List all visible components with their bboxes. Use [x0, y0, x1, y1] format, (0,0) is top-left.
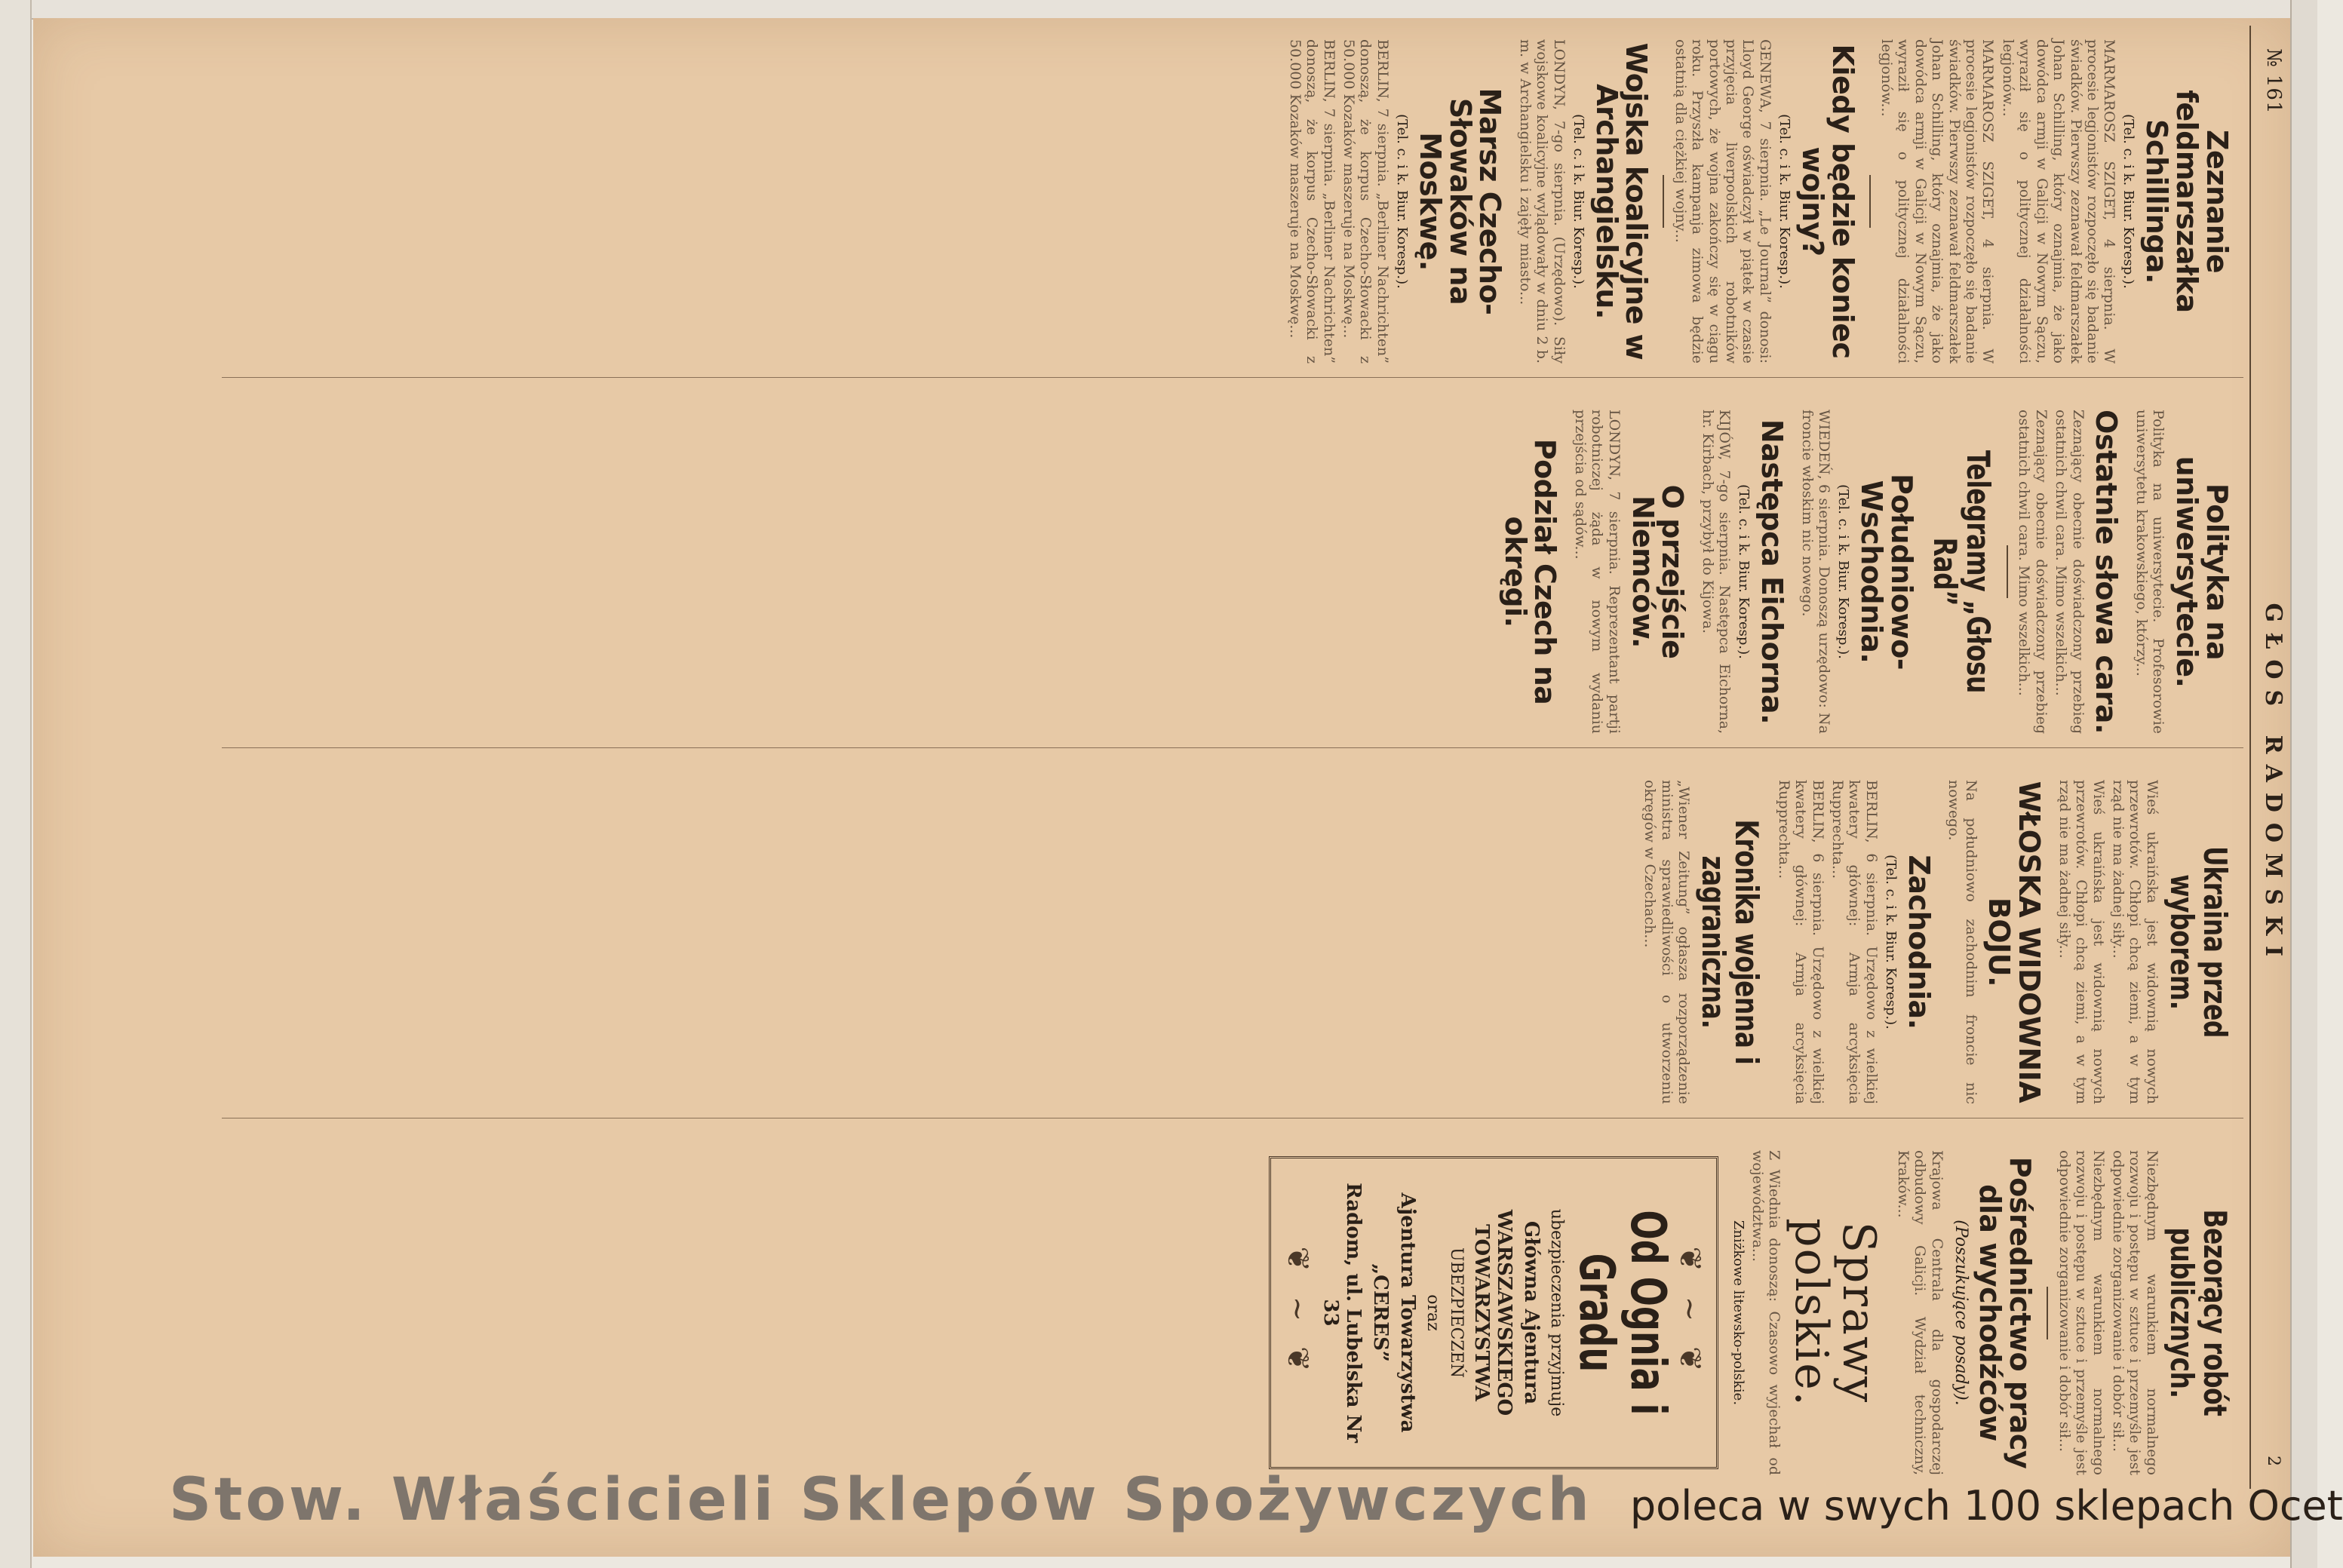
divider	[2047, 1287, 2048, 1339]
divider	[2007, 545, 2008, 598]
bottom-advertisement	[33, 1451, 2343, 1557]
ad-address: Radom, ul. Lubelska Nr 33	[1319, 1183, 1365, 1443]
ad-line: „CERES”	[1369, 1263, 1393, 1362]
ad-title: Od Ognia i Gradu	[1568, 1210, 1675, 1416]
headline-archangel: Wojska koalicyjne w Archangielsku.	[1589, 42, 1654, 361]
headline-end-of-war: Kiedy będzie koniec wojny?	[1795, 44, 1859, 359]
headline-public-works: Bezorący robót publicznych.	[2163, 1209, 2234, 1416]
divider	[1663, 175, 1664, 228]
scanner-frame-left	[0, 0, 32, 1568]
ad-line: UBEZPIECZEŃ	[1447, 1247, 1466, 1379]
headline-germans: O przejście Niemców.	[1626, 484, 1690, 659]
headline-southeast: Południowo-Wschodnia.	[1854, 474, 1918, 670]
article-text: BERLIN, 6 sierpnia. Urzędowo z wielkiej kwatery głównej: Armja arcyksięcia Rupprechta...	[1829, 780, 1880, 1104]
credit: (Tel. c. i k. Biur. Koresp.).	[1570, 114, 1586, 289]
article-text: BERLIN, 7 sierpnia. „Berliner Nachrichten” donoszą, że korpus Czecho-Słowacki z 50.000 Kozaków maszeruje na Moskwę...	[1286, 39, 1337, 364]
article-text: GENEWA, 7 sierpnia. „Le Journal” donosi: Lloyd George oświadczył w piątek w czasie przyjęcia liverpoolskich robotników portowych, że wojna zakończy się w ciągu roku. Przyszła kampanja zimowa będzie ostatnią dla ciężkiej wojny...	[1672, 39, 1773, 364]
article-text: KIJÓW, 7-go sierpnia. Następca Eichorna, hr. Kirbach, przybył do Kijowa.	[1699, 410, 1733, 734]
credit: (Tel. c. i k. Biur. Koresp.).	[1393, 114, 1410, 289]
credit: (Tel. c. i k. Biur. Koresp.).	[1835, 484, 1851, 659]
headline-czech-districts: Podział Czech na okręgi.	[1498, 438, 1562, 705]
headline-eichorn-successor: Następca Eichorna.	[1755, 419, 1789, 725]
article-text: Na południowo zachodnim froncie nic nowego.	[1945, 780, 1979, 1104]
newspaper-page	[33, 18, 2343, 1557]
ornament-icon: ❦ ~ ❦	[1672, 1246, 1707, 1379]
article-text: BERLIN, 7 sierpnia. „Berliner Nachrichten” donoszą, że korpus Czecho-Słowacki z 50.000 Kozaków maszeruje na Moskwę...	[1340, 39, 1391, 364]
headline-university: Polityka na uniwersytecie.	[2170, 456, 2234, 688]
article-text: Niezbędnym warunkiem normalnego rozwoju i postępu w sztuce i przemyśle jest odpowiednie zorganizowanie i dobór sił...	[2056, 1150, 2107, 1475]
headline-moscow: Marsz Czecho-Słowaków na Moskwę.	[1413, 87, 1507, 315]
credit: Zniżkowe litewsko-polskie.	[1730, 1220, 1746, 1406]
subheading: (Poszukujące posady).	[1951, 1220, 1970, 1406]
column-2	[222, 396, 2243, 748]
article-text: Krajowa Centrala dla gospodarczej odbudowy Galicji. Wydział techniczny, Kraków...	[1894, 1150, 1945, 1475]
headline-ukraine: Ukraina przed wyborem.	[2163, 846, 2234, 1038]
ad-organization: Stow. Właścicieli Sklepów Spożywczych	[169, 1466, 1592, 1534]
article-text: Zeznający obecnie doświadczony przebieg ostatnich chwil cara. Mimo wszelkich...	[2053, 410, 2087, 734]
ad-line: Główna Ajentura	[1520, 1220, 1543, 1405]
ad-line: oraz	[1423, 1294, 1443, 1331]
credit: (Tel. c. i k. Biur. Koresp.).	[2120, 114, 2137, 289]
issue-number: № 161	[2262, 48, 2285, 115]
article-text: Wieś ukraińska jest widownią nowych przewrotów. Chłopi chcą ziemi, a w tym rząd nie ma żadnej siły...	[2110, 780, 2160, 1104]
article-text: Wieś ukraińska jest widownią nowych przewrotów. Chłopi chcą ziemi, a w tym rząd nie ma żadnej siły...	[2056, 780, 2107, 1104]
column-1	[222, 26, 2243, 378]
ad-line: Ajentura Towarzystwa	[1396, 1192, 1420, 1433]
article-text: BERLIN, 6 sierpnia. Urzędowo z wielkiej kwatery głównej: Armja arcyksięcia Rupprechta...	[1775, 780, 1826, 1104]
article-text: Niezbędnym warunkiem normalnego rozwoju i postępu w sztuce i przemyśle jest odpowiednie zorganizowanie i dobór sił...	[2110, 1150, 2160, 1475]
headline-employment: Pośrednictwo pracy dla wychodźców	[1973, 1156, 2037, 1469]
column-4	[222, 1137, 2243, 1489]
article-text: LONDYN, 7 sierpnia. Reprezentant partji robotniczej żąda w nowym wydaniu przejścia od sądów...	[1571, 410, 1623, 734]
headline-western: Zachodnia.	[1902, 855, 1936, 1029]
ad-line: WARSZAWSKIEGO TOWARZYSTWA	[1470, 1209, 1516, 1416]
headline-tsar: Ostatnie słowa cara.	[2090, 410, 2123, 734]
headline-war-chronicle: Kronika wojenna i zagraniczna.	[1695, 819, 1766, 1065]
ornament-icon: ❦ ~ ❦	[1280, 1246, 1316, 1379]
article-text: MARMAROSZ SZIGET, 4 sierpnia. W procesie legjonistów rozpoczęło się badanie świadków. Pierwszy zeznawał feldmarszałek Johan Schilling, który oznajmia, że jako dowódca armji w Galicji w Nowym Sączu, wyraził się o politycznej działalności legjonów...	[1878, 39, 1997, 364]
headline-italian-front: WŁOSKA WIDOWNIA BOJU.	[1982, 781, 2047, 1103]
credit: (Tel. c. i k. Biur. Koresp.).	[1882, 855, 1899, 1029]
column-3	[222, 766, 2243, 1118]
headline-telegrams: Telegramy „Głosu Rad”	[1926, 450, 1997, 693]
article-text: MARMAROSZ SZIGET, 4 sierpnia. W procesie legjonistów rozpoczęło się badanie świadków. Pierwszy zeznawał feldmarszałek Johan Schilling, który oznajmia, że jako dowódca armji w Galicji w Nowym Sączu, wyraził się o politycznej działalności legjonów...	[1999, 39, 2118, 364]
ad-line: ubezpieczenia przyjmuje	[1547, 1208, 1567, 1417]
insurance-advertisement	[1269, 1156, 1718, 1469]
page-number: 2	[2264, 1456, 2283, 1466]
article-text: Zeznający obecnie doświadczony przebieg ostatnich chwil cara. Mimo wszelkich...	[2016, 410, 2050, 734]
headline-schilling: Zeznanie feldmarszałka Schillinga.	[2140, 90, 2234, 313]
masthead	[2249, 26, 2296, 1489]
article-text: LONDYN, 7-go sierpnia. (Urzędowo). Siły wojskowe koalicyjne wylądowały w dniu 2 b. m. w Archangielsku i zajęły miasto...	[1516, 39, 1568, 364]
article-text: Z Wiednia donoszą: Czasowo wyjechał od województwa...	[1749, 1150, 1783, 1475]
article-text: WIEDEŃ, 6 sierpnia. Donoszą urzędowo: Na froncie włoskim nic nowego.	[1798, 410, 1832, 734]
ad-text: poleca w swych 100 sklepach Ocet	[1629, 1482, 2343, 1530]
scanner-frame-top	[0, 0, 2317, 20]
newspaper-title: GŁOS RADOMSKI	[2260, 603, 2287, 967]
headline-polish-affairs: Sprawy polskie.	[1785, 1218, 1886, 1407]
credit: (Tel. c. i k. Biur. Koresp.).	[1736, 484, 1752, 659]
article-text: „Wiener Zeitung” ogłasza rozporządzenie ministra sprawiedliwości o utworzeniu okręgów w Czechach...	[1641, 780, 1693, 1104]
divider	[1869, 175, 1871, 228]
article-text: Polityka na uniwersytecie. Profesorowie uniwersytetu krakowskiego, którzy...	[2133, 410, 2167, 734]
columns	[222, 26, 2243, 1489]
rotated-page-content	[116, 26, 2296, 1489]
credit: (Tel. c. i k. Biur. Koresp.).	[1776, 114, 1792, 289]
